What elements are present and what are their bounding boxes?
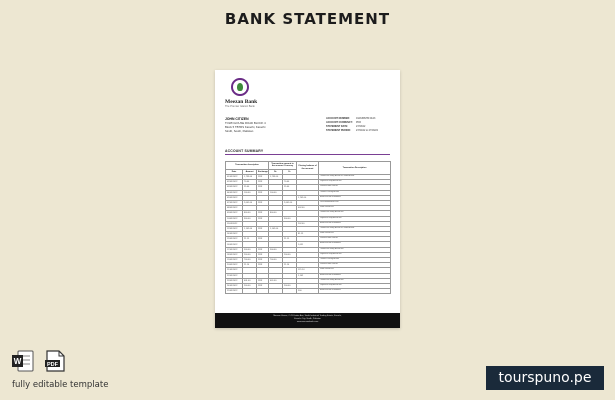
table-cell: 21.14: [243, 263, 257, 268]
table-cell: 23/03/2022: [226, 278, 243, 283]
account-currency-label: ACCOUNT CURRENCY:: [326, 121, 353, 124]
customer-address-line: Block 5 TBTRS Karachi, Karachi: [225, 125, 266, 129]
table-cell: 21.15: [283, 237, 297, 242]
table-cell: 10/03/2022: [226, 216, 243, 221]
customer-address-line: TOWN HOUSE ROAD BLOCK 4: [225, 121, 266, 125]
table-cell: [283, 289, 297, 294]
table-cell: 25.00: [283, 185, 297, 190]
brand-badge[interactable]: tourspuno.pe: [486, 366, 604, 390]
transactions-table: [225, 161, 391, 294]
table-cell: 200.00: [243, 252, 257, 257]
column-header: Cr.: [283, 169, 297, 175]
table-cell: 70.00: [283, 180, 297, 185]
table-cell: Transfer to Saving Account: [319, 258, 391, 263]
table-cell: 500: [297, 289, 319, 294]
table-cell: 16/03/2022: [226, 242, 243, 247]
table-cell: PKR: [257, 283, 269, 288]
table-cell: 700.00: [243, 258, 257, 263]
table-cell: Payment to Utility Account Ref: [319, 180, 391, 185]
divider: [225, 154, 390, 155]
table-cell: 500.00: [269, 247, 283, 252]
table-cell: PKR: [257, 216, 269, 221]
table-cell: 15/03/2022: [226, 237, 243, 242]
table-cell: Transfer from Salary Account to Current Account: [319, 175, 391, 180]
table-cell: 100.00: [269, 190, 283, 195]
table-cell: 401.00: [269, 278, 283, 283]
table-cell: 700.00: [269, 258, 283, 263]
table-cell: [269, 289, 283, 294]
table-cell: 24/03/2022: [226, 283, 243, 288]
table-cell: Transfer to Saving Account: [319, 190, 391, 195]
table-cell: 81.15: [297, 232, 319, 237]
table-cell: 11/03/2022: [226, 221, 243, 226]
table-cell: Purchase Debit Card Ref: [319, 263, 391, 268]
table-cell: 02/03/2022: [226, 180, 243, 185]
table-cell: 1,102: [297, 273, 319, 278]
table-cell: Balance on date of statement: [319, 195, 391, 200]
column-header: Exchange: [258, 170, 268, 173]
table-cell: 05/03/2022: [226, 195, 243, 200]
account-number-value: 0123456789 0123: [356, 117, 376, 120]
table-cell: PKR: [257, 190, 269, 195]
table-cell: Cash Withdrawal ATM Ref: [319, 200, 391, 205]
column-header: Amount: [243, 169, 257, 175]
table-cell: 2,001.00: [283, 200, 297, 205]
svg-text:W: W: [13, 357, 22, 366]
table-cell: 21.15: [243, 237, 257, 242]
column-header: Dr.: [269, 169, 283, 175]
table-cell: 19/03/2022: [226, 258, 243, 263]
statement-period-value: 27/02/22 to 27/03/22: [356, 129, 378, 132]
statement-date-label: STATEMENT DATE:: [326, 125, 349, 128]
table-cell: PKR: [257, 247, 269, 252]
table-cell: PKR: [257, 258, 269, 263]
table-cell: 09/03/2022: [226, 211, 243, 216]
table-cell: PKR: [257, 263, 269, 268]
table-cell: Payment to Utility Account Ref: [319, 283, 391, 288]
customer-name: JOHN CITIZEN: [225, 117, 249, 121]
table-cell: Purchase Debit Card Ref: [319, 185, 391, 190]
table-cell: 800.00: [243, 211, 257, 216]
bank-logo-icon: [231, 78, 249, 96]
table-cell: Funds Transfer Ref: [319, 268, 391, 273]
group-header: Closing balance of the account: [297, 162, 319, 175]
table-cell: PKR: [257, 180, 269, 185]
table-cell: Funds Transfer Ref: [319, 206, 391, 211]
table-cell: 04/03/2022: [226, 190, 243, 195]
bank-tagline: The Premier Islamic Bank: [225, 105, 255, 108]
table-cell: Transfer from Salary Account Ref: [319, 278, 391, 283]
table-cell: 01/03/2022: [226, 175, 243, 180]
pdf-file-icon: [44, 350, 66, 372]
table-cell: [257, 289, 269, 294]
table-cell: 200.00: [283, 283, 297, 288]
group-header: Transaction description: [226, 162, 269, 170]
table-cell: [243, 289, 257, 294]
customer-block: [225, 117, 266, 133]
table-cell: PKR: [257, 211, 269, 216]
table-cell: 200.00: [243, 283, 257, 288]
account-number-label: ACCOUNT NUMBER:: [326, 117, 350, 120]
table-cell: Transfer from Salary Account to Current Account: [319, 226, 391, 231]
word-file-icon: [12, 350, 34, 372]
footer-line: Karachi City, Sindh, Pakistan: [294, 318, 321, 321]
table-cell: PKR: [257, 200, 269, 205]
table-cell: 401.00: [243, 278, 257, 283]
table-cell: 121.14: [297, 268, 319, 273]
document-footer: [215, 313, 400, 328]
table-cell: 21/03/2022: [226, 268, 243, 273]
table-row: [226, 289, 391, 294]
footer-line: www.meezanbank.com: [296, 321, 319, 324]
table-cell: 500.00: [243, 247, 257, 252]
table-cell: 70.00: [243, 180, 257, 185]
table-cell: Payment to Utility Account Ref: [319, 216, 391, 221]
table-cell: PKR: [257, 237, 269, 242]
table-cell: 800.00: [269, 211, 283, 216]
table-cell: Funds Transfer Ref: [319, 232, 391, 237]
table-cell: Transfer from Salary Account Ref: [319, 211, 391, 216]
table-cell: 1,733.00: [269, 175, 283, 180]
account-info: [326, 117, 378, 133]
table-cell: 1,102.00: [243, 226, 257, 231]
table-cell: 20/03/2022: [226, 263, 243, 268]
table-cell: 22/03/2022: [226, 273, 243, 278]
table-cell: Balance on date of statement: [319, 242, 391, 247]
table-cell: Transfer from Salary Account Ref: [319, 247, 391, 252]
table-cell: 14/03/2022: [226, 232, 243, 237]
statement-date-value: 27/03/22: [356, 125, 366, 128]
table-cell: PKR: [257, 185, 269, 190]
table-cell: Balance on date of statement: [319, 273, 391, 278]
table-cell: 300.00: [283, 216, 297, 221]
statement-document: [215, 70, 400, 328]
column-header: Date: [226, 169, 243, 175]
table-cell: PKR: [257, 252, 269, 257]
table-cell: PKR: [257, 278, 269, 283]
format-icons: [12, 350, 72, 374]
table-cell: PKR: [257, 175, 269, 180]
table-cell: 03/03/2022: [226, 185, 243, 190]
table-cell: 21.14: [283, 263, 297, 268]
account-summary-title: ACCOUNT SUMMARY: [225, 149, 264, 153]
table-cell: 1,051: [297, 242, 319, 247]
table-cell: 12/03/2022: [226, 226, 243, 231]
statement-period-label: STATEMENT PERIOD:: [326, 129, 351, 132]
table-cell: 300.00: [243, 216, 257, 221]
table-cell: 18/03/2022: [226, 252, 243, 257]
page-title: BANK STATEMENT: [224, 10, 391, 28]
account-currency-value: PKR: [356, 121, 361, 124]
table-cell: 25.00: [243, 185, 257, 190]
footer-line: Meezan House, C-25 Estate Ave, Sindh Industrial Trading Estate, Karachi,: [273, 315, 342, 317]
table-cell: 1,102.00: [269, 226, 283, 231]
table-cell: 2,001.00: [243, 200, 257, 205]
customer-address-line: Sindh, South, Pakistan: [225, 129, 254, 133]
group-header: Transaction amount in the account Currency: [269, 162, 297, 170]
table-cell: Balance on date of statement: [319, 289, 391, 294]
group-header: Transaction Description: [319, 162, 391, 175]
table-cell: 17/03/2022: [226, 247, 243, 252]
table-cell: Balance on date of statement: [319, 221, 391, 226]
table-cell: PKR: [257, 226, 269, 231]
table-cell: Payment to Utility Account Ref: [319, 252, 391, 257]
svg-text:PDF: PDF: [47, 362, 58, 368]
table-cell: 08/03/2022: [226, 206, 243, 211]
caption: fully editable template: [12, 380, 109, 390]
table-cell: 1,702.00: [297, 195, 319, 200]
table-cell: 100.00: [243, 190, 257, 195]
table-cell: 200.00: [283, 252, 297, 257]
table-cell: 402.00: [297, 206, 319, 211]
table-cell: 07/03/2022: [226, 200, 243, 205]
table-cell: 1,733.00: [243, 175, 257, 180]
table-cell: 25/03/2022: [226, 289, 243, 294]
bank-name: Meezan Bank: [225, 99, 258, 105]
table-cell: Purchase Debit Card Ref: [319, 237, 391, 242]
table-cell: 202.00: [297, 221, 319, 226]
